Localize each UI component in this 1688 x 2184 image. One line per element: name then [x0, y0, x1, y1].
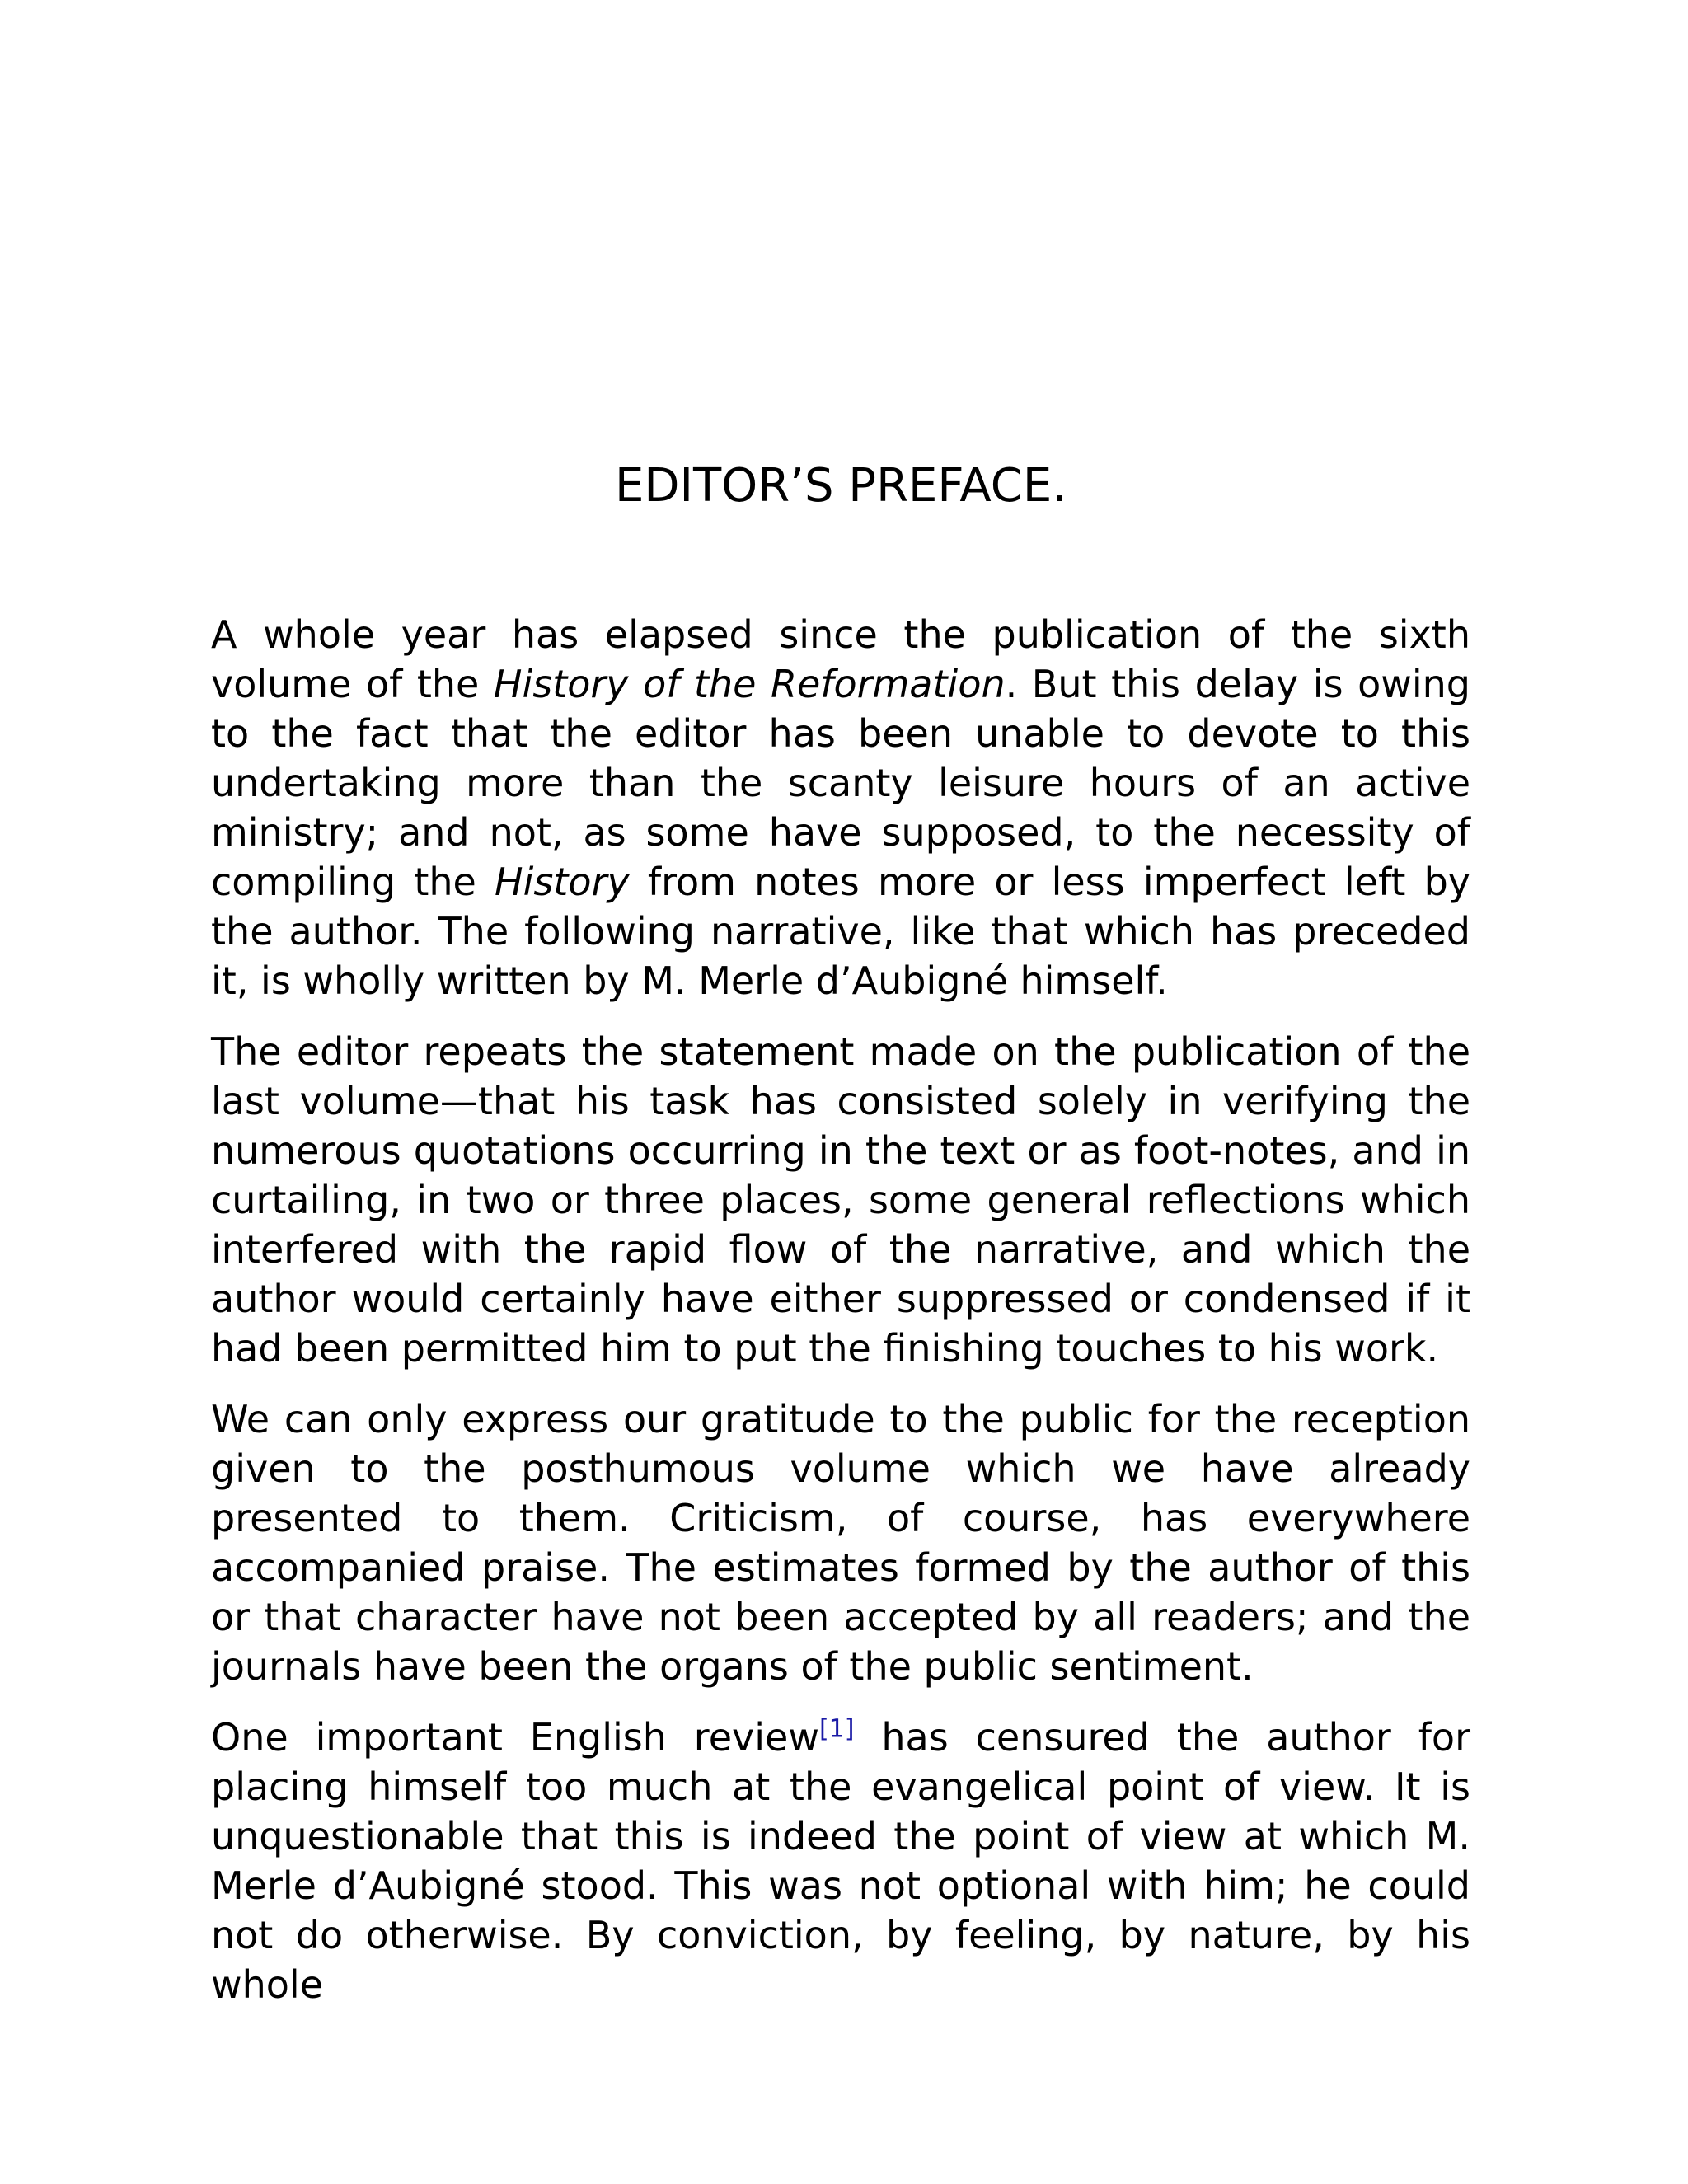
paragraph-4-text-a: One important English review: [211, 1715, 819, 1760]
paragraph-2: The editor repeats the statement made on the publication of the last volume—that his task has consisted solely in verifying the numerous quotations occurring in the text or as foot-notes, and in curtailing, in two or three places, some general reflections which interfered with the rapid flow of the narrative, and which the author would certainly have either suppressed or condensed if it had been permitted him to put the finishing touches to his work.: [211, 1029, 1470, 1371]
page-title: EDITOR’S PREFACE.: [614, 459, 1067, 513]
paragraph-4-text-b: has censured the author for placing himself too much at the evangelical point of view. It is unquestionable that this is indeed the point of view at which M. Merle d’Aubigné stood. This was not optional with him; he could not do otherwise. By conviction, by feeling, by nature, by his whole: [211, 1715, 1470, 2007]
footnote-link[interactable]: [1]: [818, 1714, 855, 1744]
book-title-italic: History of the Reformation: [493, 662, 1006, 706]
paragraph-4: [211, 1713, 1470, 2009]
history-italic: History: [495, 860, 630, 904]
paragraph-1: [211, 610, 1470, 1005]
paragraph-1-text-e: from notes more or less imperfect left by the author. The following narrative, like that which has preceded it, is wholly written by M. Merle d’Aubigné himself.: [211, 860, 1470, 1003]
paragraph-1-text-a: A whole year has elapsed since the publication of the sixth volume of the: [211, 612, 1470, 706]
paragraph-3: We can only express our gratitude to the public for the reception given to the posthumous volume which we have already presented to them. Criticism, of course, has everywhere accompanied praise. The estimates formed by the author of this or that character have not been accepted by all readers; and the journals have been the organs of the public sentiment.: [211, 1397, 1470, 1689]
preface-body: [211, 610, 1470, 2031]
paragraph-1-text-c: . But this delay is owing to the fact that the editor has been unable to devote to this undertaking more than the scanty leisure hours of an active ministry; and not, as some have supposed, to the necessity of compiling the: [211, 662, 1470, 904]
